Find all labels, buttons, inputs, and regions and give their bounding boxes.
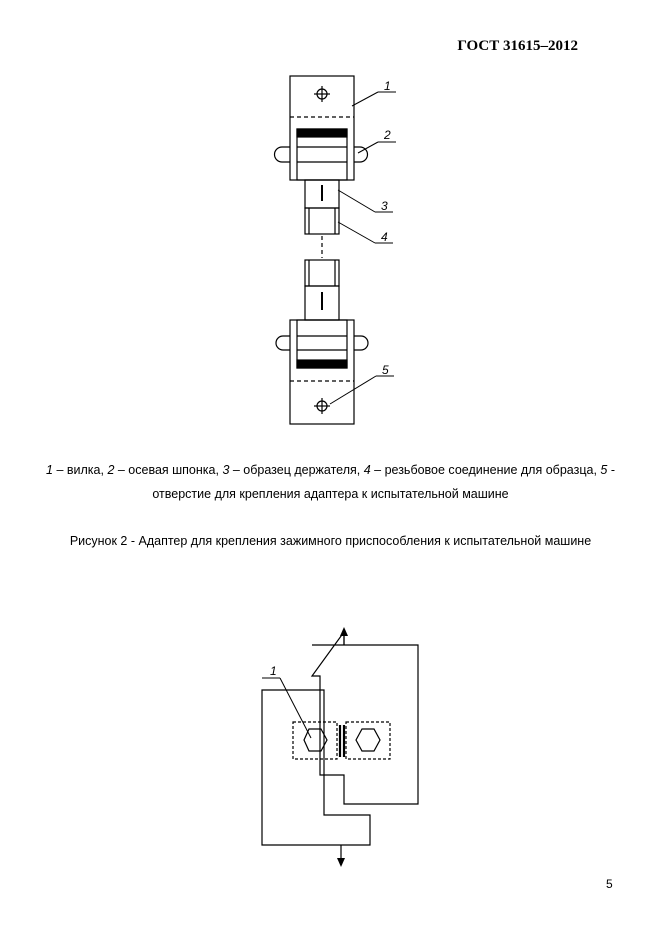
callout-3: 3 <box>381 199 388 213</box>
legend-text-5: - отверстие для крепления адаптера к испытательной машине <box>152 463 615 501</box>
up-arrow-icon <box>340 627 348 636</box>
callout-4: 4 <box>381 230 388 244</box>
callout-1: 1 <box>384 79 391 93</box>
right-bolt-zone <box>346 722 390 759</box>
fig3-callout-1: 1 <box>270 664 277 678</box>
legend-text-1: – вилка, <box>52 463 108 477</box>
legend-text-4: – резьбовое соединение для образца, <box>370 463 601 477</box>
legend-num-2: 2 <box>107 463 115 477</box>
callout-2: 2 <box>384 128 391 142</box>
down-arrow-icon <box>337 858 345 867</box>
document-header: ГОСТ 31615–2012 <box>457 38 578 54</box>
legend-num-4: 4 <box>363 463 371 477</box>
legend-text-2: – осевая шпонка, <box>114 463 223 477</box>
lower-clamp-block <box>262 690 370 845</box>
legend-text-3: – образец держателя, <box>229 463 364 477</box>
page-number: 5 <box>606 877 613 891</box>
legend-num-1: 1 <box>46 463 53 477</box>
callout-5: 5 <box>382 363 389 377</box>
legend-num-3: 3 <box>222 463 230 477</box>
legend-num-5: 5 <box>600 463 608 477</box>
left-bolt-zone <box>293 722 337 759</box>
right-hex-bolt <box>356 729 380 751</box>
upper-clamp-block <box>312 632 418 804</box>
figure-2-caption: Рисунок 2 - Адаптер для крепления зажимного приспособления к испытательной машине <box>69 534 592 548</box>
